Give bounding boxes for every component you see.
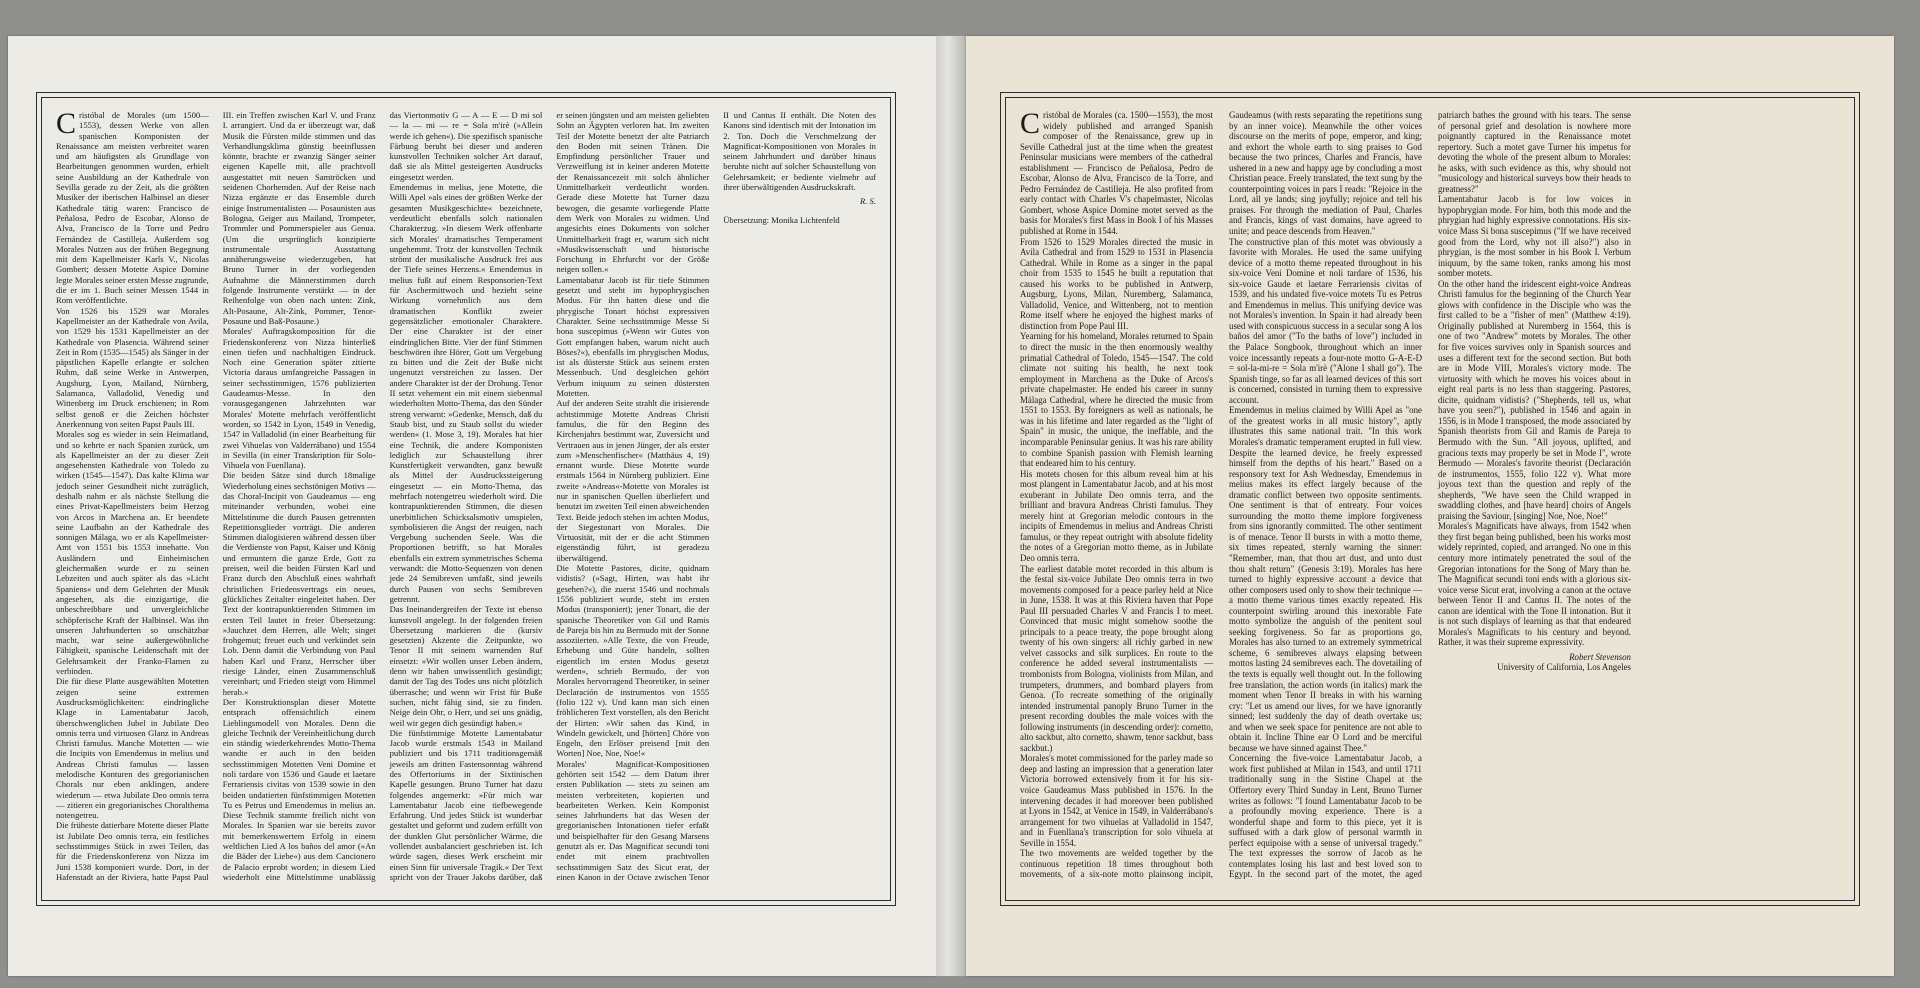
paragraph: Die beiden Sätze sind durch 18malige Wiederholung eines sechstönigen Motivs — das Choral-Incipit von Gaudeamus — eng miteinander verbunden, wobei eine Mittelstimme die durch Pausen getrennten Repetitionsglieder vorträgt. Die anderen Stimmen dialogisieren während dessen über die Verdienste von Papst, Kaiser und König und ermuntern die ganze Erde, Gott zu preisen, weil die beiden Fürsten Karl und Franz durch den Abschluß eines wahrhaft christlichen Friedensvertrags ein neues, glückliches Zeitalter eingeleitet haben. Der Text der kontrapunktierenden Stimmen im ersten Teil lautet in freier Übersetzung: »Jauchzet dem Herren, alle Welt; singet frohgemut; freuet euch und verkündet sein Lob. Denn damit die Verbindung von Paul haben Karl und Franz, Herrscher über riesige Länder, einen Zusammenschluß vereinbart; und Frieden steigt vom Himmel herab.« bbox=[222, 470, 376, 697]
paragraph: Morales sog es wieder in sein Heimatland, und so kehrte er nach Spanien zurück, um als Kapellmeister an der zu dieser Zeit angesehensten Kathedrale von Toledo zu wirken (1545—1547). Das kalte Klima war jedoch seiner Gesundheit nicht zuträglich, deshalb nahm er als nächste Stellung die eines Privat-Kapellmeisters beim Herzog von Arcos in Marchena an. Er beendete seine Laufbahn an der Kathedrale des sonnigen Málaga, wo er als Kapellmeister-Amt von 1551 bis 1553 innehatte. Von Ausländern und Einheimischen gleichermaßen wurde er zu seinen Lebzeiten und auch später als das »Licht Spaniens« und dem Gelehrten der Musik angesehen, als die einzigartige, die unbeschreibbare und unvergleichliche schöpferische Kraft der Halbinsel. Was ihn unseren Jahrhunderten so unschätzbar macht, war seine außergewöhnliche Fähigkeit, spanische Leidenschaft mit der Gelehrsamkeit der Franko-Flamen zu verbinden. bbox=[56, 429, 209, 677]
left-page bbox=[8, 36, 936, 976]
paragraph: The constructive plan of this motet was obviously a favorite with Morales. He used the same unifying device of a motto theme repeated throughout in his six-voice Veni Domine et noli tardare of 1536, his six-voice Gaude et laetare Ferrariensis civitas of 1539, and his undated five-voice motets Tu es Petrus and Emendemus in melius. This unifying device was not Morales's invention. In Spain it had already been used with conspicuous success in a secular song A los baños del amor ("To the baths of love") included in the Palace Songbook, throughout which an inner voice incessantly repeats a four-note motto G-A-E-D = sol-la-mi-re = Sola m'irè ("Alone I shall go"). The Spanish tinge, so far as all learned devices of this sort is concerned, consisted in turning them to expressive account. bbox=[1229, 236, 1422, 405]
translator-credit: Übersetzung: Monika Lichtenfeld bbox=[723, 214, 840, 225]
paragraph: Lamentabatur Jacob is for low voices in hypophrygian mode. For him, both this mode and the phrygian had highly expressive connotations. His six-voice Mass Si bona suscepimus ("If we have received good from the Lord, why not ill also?") also in phrygian, is the most somber in his Book I. Verbum iniquum, by the same token, ranks among his most somber motets. bbox=[1438, 194, 1631, 279]
drop-cap: C bbox=[1020, 107, 1041, 140]
paragraph: Morales's Magnificats have always, from 1542 when they first began being published, been his works most widely reprinted, copied, and arranged. No one in this century more intimately penetrated the soul of the Gregorian intonations for the Song of Mary than he. The Magnificat secundi toni ends with a glorious six-voice verse Sicut erat, involving a canon at the octave between Tenor II and Cantus II. The notes of the canon are identical with the Tone II intonation. But it is not such displays of learning as that that endeared Morales's Magnificats to his century and beyond. Rather, it was their supreme expressivity. bbox=[1438, 521, 1631, 648]
author-signature: Robert Stevenson bbox=[1569, 651, 1631, 662]
paragraph: Morales' Magnificat-Kompositionen gehörten seit 1542 — dem Datum ihrer ersten Publikation — stets zu seinen am meisten verbreiteten, kopierten und bearbeiteten Werken. Kein Komponist seines Jahrhunderts hat das Wesen der gregorianischen Intonationen tiefer erfaßt und beispielhafter für den Gesang Marsens genutzt als er. Das Magnificat secundi toni endet mit einem prachtvollen sechsstimmigen Satz des Sicut erat, der einen Kanon in der Octave zwischen Tenor II und Cantus II enthält. Die Noten des Kanons sind identisch mit der Intonation im 2. Ton. Doch die Verschmelzung der Magnificat-Kompositionen von Morales in seinem Jahrhundert und darüber hinaus beruhte nicht auf solcher Schaustellung von Gelehrsamkeit; er bediente vielmehr auf ihrer überwältigenden Ausdruckskraft. bbox=[556, 110, 876, 882]
paragraph: Die für diese Platte ausgewählten Motetten zeigen seine extremen Ausdrucksmöglichkeiten: eindringliche Klage in Lamentabatur Jacob, überschwenglichen Jubel in Jubilate Deo omnis terra und virtuosen Glanz in Andreas Christi famulus. Manche Motetten — wie die Incipits von Emendemus in melius und Andreas Christi famulus — lassen melodische Konturen des gregorianischen Chorals nur eben anklingen, andere wiederum — etwa Jubilate Deo omnis terra — zitieren ein gregorianisches Choralthema notengetreu. bbox=[56, 676, 209, 821]
paragraph: Die früheste datierbare Motette dieser Platte ist Jubilate Deo omnis terra, ein festliches sechsstimmiges Stück in zwei Teilen, das für die Friedenskonferenz von Nizza im Juni 1538 komponiert wurde. Dort, in der Hafenstadt an der Riviera, hatte Papst Paul III. ein Treffen zwischen Karl V. und Franz I. arrangiert. Und da er überzeugt war, daß Musik die Fürsten milde stimmen und das Verhandlungsklima günstig beeinflussen könnte, brachte er zwanzig Sänger seiner eigenen Kapelle mit, alle prachtvoll ausgestattet mit neuen Samtröcken und seidenen Chorhemden. Auf der Reise nach Nizza ergänzte er das Ensemble durch einige Instrumentalisten — Posaunisten aus Bologna, Geiger aus Mailand, Trompeter, Trommler und Pommerspieler aus Genua. (Um die ursprünglich konzipierte instrumentale Ausstattung annäherungsweise wiederzugeben, hat Bruno Turner in der vorliegenden Aufnahme die Männerstimmen durch folgende Instrumente verstärkt — in der Reihenfolge von oben nach unten: Zink, Alt-Posaune, Alt-Zink, Pommer, Tenor-Posaune und Baß-Posaune.) bbox=[56, 110, 376, 882]
paragraph: Emendemus in melius claimed by Willi Apel as "one of the greatest works in all music history", aptly illustrates this same national trait. "In this work Morales's dramatic temperament erupted in full view. Despite the learned device, he freely expressed himself from the depths of his heart." Based on a responsory text for Ash Wednesday, Emendemus in melius makes its effect largely because of the dramatic conflict between two opposite sentiments. One sentiment is that of entreaty. Four voices surrounding the motto theme implore forgiveness from sins ignorantly committed. The other sentiment is of menace. Tenor II bursts in with a motto theme, six times repeated, sternly warning the sinner: "Remember, man, that thou art dust, and unto dust thou shalt return" (Genesis 3:19). Morales has here turned to highly expressive account a device that other composers used only to show their technique — a motto theme various times exactly repeated. His counterpoint swirling around this inexorable Fate motto symbolize the anguish of the penitent soul seeking forgiveness. So far as proportions go, Morales has also turned to an extremely symmetrical scheme, 6 semibreves always elapsing between mottos lasting 24 semibreves each. The dovetailing of the texts is equally well thought out. In the following free translation, the action words (in italics) mark the moment when Tenor II breaks in with his warning cry: "Let us amend our lives, for we have ignorantly sinned; lest suddenly the day of death overtake us; and when we seek space for penitence are not able to obtain it. Incline Thine ear O Lord and be merciful because we have sinned against Thee." bbox=[1229, 405, 1422, 753]
paragraph: His motets chosen for this album reveal him at his most plangent in Lamentabatur Jacob, and at his most exuberant in Jubilate Deo omnis terra, and the brilliant and bravura Andreas Christi famulus. They merely hint at Gregorian melodic contours in the incipits of Emendemus in melius and Andreas Christi famulus, or they repeat outright with absolute fidelity the notes of a Gregorian motto theme, as in Jubilate Deo omnis terra. bbox=[1020, 468, 1213, 563]
paragraph: Die Motette Pastores, dicite, quidnam vidistis? (»Sagt, Hirten, was habt ihr gesehen?«), die zuerst 1546 und nochmals 1556 publiziert wurde, steht im ersten Modus (transponiert); jener Tonart, die der spanische Theoretiker von Gil und Ramis de Pareja bis hin zu Bermudo mit der Sonne assoziierten. »Alle Texte, die von Freude, Erhebung und Güte handeln, sollten eigentlich im ersten Modus gesetzt werden«, schrieb Bermudo, der von Morales hervorragend Theoretiker, in seiner Declaración de instrumentos von 1555 (folio 122 v). Und kann man sich einen fröhlicheren Text vorstellen, als den Bericht der Hirten: »Wir sahen das Kind, in Windeln gewickelt, und [hörten] Chöre von Engeln, den Erlöser preisend [mit den Worten] Noe, Noe, Noe!« bbox=[556, 563, 710, 759]
paragraph: Cristóbal de Morales (um 1500—1553), dessen Werke von allen spanischen Komponisten der Renaissance am meisten verbreitet waren und am häufigsten als Grundlage von Bearbeitungen genommen wurden, erhielt seine Ausbildung an der Kathedrale von Sevilla gerade zu der Zeit, als die größten Musiker der iberischen Halbinsel an dieser Kathedrale tätig waren: Francisco de Peñalosa, Pedro de Escobar, Alonso de Alva, Francisco de la Torre und Pedro Fernández de Castilleja. Außerdem sog Morales Nutzen aus der frühen Begegnung mit dem Kapellmeister Karls V., Nicolas Gombert; dessen Motette Aspice Domine legte Morales seiner ersten Messe zugrunde, die er im 1. Buch seiner Messen 1544 in Rom veröffentlichte. bbox=[56, 107, 209, 306]
paragraph: Von 1526 bis 1529 war Morales Kapellmeister an der Kathedrale von Avila, von 1529 bis 1531 Kapellmeister an der Kathedrale von Plasencia. Während seiner Zeit in Rom (1535—1545) als Sänger in der päpstlichen Kapelle erlangte er solchen Ruhm, daß seine Werke in Antwerpen, Augsburg, Lyon, Mailand, Nürnberg, Salamanca, Valladolid, Venedig und Wittenberg im Druck erschienen; in Rom selbst genoß er die Zeichen höchster Anerkennung von seiten Papst Pauls III. bbox=[56, 305, 209, 429]
drop-cap: C bbox=[56, 107, 77, 140]
right-page bbox=[966, 36, 1894, 976]
paragraph: Emendemus in melius, jene Motette, die Willi Apel »als eines der größten Werke der gesamten Musikgeschichte« bezeichnete, verdeutlicht ebenfalls solch nationalen Charakterzug. »In diesem Werk offenbarte sich Morales' dramatisches Temperament ungehemmt. Trotz der kunstvollen Technik strömt der musikalische Ausdruck frei aus der Tiefe seines Herzens.« Emendemus in melius fußt auf einem Responsorien-Text für Aschermittwoch und bezieht seine Wirkung vornehmlich aus dem dramatischen Konflikt zweier gegensätzlicher emotionaler Charaktere. Der eine Charakter ist der einer eindringlichen Bitte. Vier der fünf Stimmen beschwören ihre Hörer, Gott um Vergebung zu bitten und die Zeit der Buße nicht ungenutzt verstreichen zu lassen. Der andere Charakter ist der der Drohung. Tenor II setzt vehement ein mit einem siebenmal wiederholten Motto-Thema, das den Sünder streng verwarnt: »Gedenke, Mensch, daß du Staub bist, und zu Staub sollst du wieder werden« (1. Mose 3, 19). Morales hat hier eine Technik, die andere Komponisten lediglich zur Schaustellung ihrer Kunstfertigkeit verwandten, ganz bewußt als Mittel der Ausdruckssteigerung eingesetzt — ein Motto-Thema, das mehrfach notengetreu wiederholt wird. Die kontrapunktierenden Stimmen, die diesen unerbittlichen Schicksalsmotiv umspielen, symbolisieren die Angst der reuigen, nach Vergebung suchenden Seele. Was die Proportionen betrifft, so hat Morales ebenfalls ein extrem symmetrisches Schema verwandt: die Motto-Sequenzen von denen jede 24 Semibreven umfaßt, sind jeweils durch Pausen von sechs Semibreven getrennt. bbox=[389, 182, 543, 604]
paragraph: The two movements are welded together by the continuous repetition 18 times throughout both movements, of a six-note motto plainsong incipit, Gaudeamus (with rests separating the repetitions sung by an inner voice). Meanwhile the other voices discourse on the merits of pope, emperor, and king; and exhort the whole earth to sing praises to God because the two princes, Charles and Francis, have ushered in a new and happy age by concluding a most Christian peace. Freely translated, the text sung by the counterpointing voices in pars I reads: "Rejoice in the Lord, all ye lands; sing joyfully; rejoice and tell his praises. For through the mediation of Paul, Charles and Francis, kings of vast domains, have agreed to unite; and peace descends from Heaven." bbox=[1020, 110, 1422, 880]
paragraph: Morales' Auftragskomposition für die Friedenskonferenz von Nizza hinterließ einen tiefen und nachhaltigen Eindruck. Noch eine Generation später zitierte Victoria daraus umfangreiche Passagen in seiner sechsstimmigen, 1576 publizierten Gaudeamus-Messe. In den vorausgegangenen Jahrzehnten war Morales' Motette mehrfach veröffentlicht worden, so 1542 in Lyon, 1549 in Venedig, 1547 in Valladolid (in einer Bearbeitung für zwei Vihuelas von Valderrábano) und 1554 in Sevilla (in einer Transkription für Solo-Vihuela von Fuenllana). bbox=[222, 326, 376, 471]
author-affiliation: University of California, Los Angeles bbox=[1497, 662, 1631, 673]
paragraph: Lamentabatur Jacob ist für tiefe Stimmen gesetzt und steht im hypophrygischen Modus. Für ihn hatten diese und die phrygische Tonart höchst expressiven Charakter. Seine sechsstimmige Messe Si bona suscepimus (»Wenn wir Gutes von Gott empfangen haben, warum nicht auch Böses?«), ebenfalls im phrygischen Modus, ist als düsterste Stück aus seinem ersten Messenbuch. Und desgleichen gehört Verbum iniquum zu seinen düstersten Motetten. bbox=[556, 274, 710, 399]
paragraph: Concerning the five-voice Lamentabatur Jacob, a work first published at Milan in 1543, and until 1711 traditionally sung in the Sistine Chapel at the Offertory every Third Sunday in Lent, Bruno Turner writes as follows: "I found Lamentabatur Jacob to be a profoundly moving experience. There is a wonderful shape and form to this piece, yet it is suffused with a dark glow of personal warmth in perfect equipoise with a sense of universal tragedy." The text expresses the sorrow of Jacob as he contemplates losing his last and best loved son to Egypt. In the second part of the motet, the aged patriarch bathes the ground with his tears. The sense of personal grief and desolation is nowhere more poignantly captured in the Renaissance motet repertory. Such a motet gave Turner his impetus for devoting the whole of the present album to Morales: he asks, with such evidence as this, why should not "musicology and historical surveys bow their heads to greatness?" bbox=[1229, 110, 1631, 880]
paragraph: Cristóbal de Morales (ca. 1500—1553), the most widely published and arranged Spanish composer of the Renaissance, grew up in Seville Cathedral just at the time when the greatest Peninsular musicians were members of the cathedral establishment — Francisco de Peñalosa, Pedro de Escobar, Alonso de Alva, Francisco de la Torre, and Pedro Fernández de Castilleja. He also profited from early contact with Charles V's chapelmaster, Nicolas Gombert, whose Aspice Domine motet served as the basis for Morales's first Mass in Book I of his Masses published at Rome in 1544. bbox=[1020, 107, 1213, 237]
paragraph: Yearning for his homeland, Morales returned to Spain to direct the music in the then enormously wealthy primatial Cathedral of Toledo, 1545—1547. The cold climate not suiting his health, he next took employment in Marchena as the Duke of Arcos's private chapelmaster. He ended his career in sunny Málaga Cathedral, where he directed the music from 1551 to 1553. By foreigners as well as nationals, he was in his lifetime and later regarded as the "light of Spain" in music, the unique, the ineffable, and the incomparable Peninsular genius. It was his rare ability to combine Spanish passion with Flemish learning that endeared him to his century. bbox=[1020, 331, 1213, 469]
paragraph: Der Konstruktionsplan dieser Motette entsprach offensichtlich einem Lieblingsmodell von Morales. Denn die gleiche Technik der Vereinheitlichung durch ein ständig wiederkehrendes Motto-Thema wandte er auch in den beiden sechsstimmigen Motetten Veni Domine et noli tardare von 1536 und Gaude et laetare Ferrariensis civitas von 1539 sowie in den beiden undatierten fünfstimmigen Motetten Tu es Petrus und Emendemus in melius an. Diese Technik stammte freilich nicht von Morales. In Spanien war sie bereits zuvor mit bemerkenswertem Erfolg in einem weltlichen Lied A los baños del amor (»An die Bäder der Liebe«) aus dem Cancionero de Palacio erprobt worden; in diesem Lied wiederholt eine Mittelstimme unablässig das Viertonmotiv G — A — E — D mi sol — la — mi — re = Sola m'irè (»Allein werde ich gehen«). Die spezifisch spanische Färbung beruht bei dieser und anderen kunstvollen Techniken solcher Art darauf, daß sie als Mittel gesteigerten Ausdrucks eingesetzt werden. bbox=[222, 110, 543, 882]
paragraph: The earliest datable motet recorded in this album is the festal six-voice Jubilate Deo omnis terra in two movements composed for a peace parley held at Nice in June, 1538. It was at this Riviera haven that Pope Paul III persuaded Charles V and Francis I to meet. Convinced that music might somehow soothe the principals to a peace treaty, the pope brought along twenty of his own singers: all richly garbed in new velvet cassocks and silk surplices. En route to the conference he added several instrumentalists — trombonists from Bologna, violinists from Milan, and trumpeters, drummers, and bombard players from Genoa. (To recreate something of the originally intended instrumental panoply Bruno Turner in the present recording doubles the male voices with the following instruments (in descending order): cornetto, alto sackbut, alto cornetto, shawm, tenor sackbut, bass sackbut.) bbox=[1020, 563, 1213, 753]
paragraph: Das Ineinandergreifen der Texte ist ebenso kunstvoll angelegt. In der folgenden freien Übersetzung markieren die (kursiv gesetzten) Akzente die Zeitpunkte, wo Tenor II mit seinem warnenden Ruf einsetzt: »Wir wollen unser Leben ändern, denn wir haben unwissentlich gesündigt; damit der Tag des Todes uns nicht plötzlich überrasche; und wenn wir Frist für Buße suchen, nicht fähig sind, sie zu finden. Neige dein Ohr, o Herr, und sei uns gnädig, weil wir gegen dich gesündigt haben.« bbox=[389, 604, 543, 728]
paragraph: From 1526 to 1529 Morales directed the music in Avila Cathedral and from 1529 to 1531 in Plasencia Cathedral. While in Rome as a singer in the papal choir from 1535 to 1545 he built a reputation that caused his works to be published in Antwerp, Augsburg, Lyons, Milan, Nuremberg, Salamanca, Valladolid, Venice, and Wittenberg, not to mention Rome itself where he enjoyed the highest marks of distinction from Pope Paul III. bbox=[1020, 236, 1213, 331]
paragraph: Auf der anderen Seite strahlt die irisierende achtstimmige Motette Andreas Christi famulus, die für den Beginn des Kirchenjahrs bestimmt war, Zuversicht und Vertrauen aus in jenen Jünger, der als erster zum »Menschenfischer« (Matthäus 4, 19) ernannt wurde. Diese Motette wurde erstmals 1564 in Nürnberg publiziert. Eine zweite »Andreas«-Motette von Morales ist nur in spanischen Quellen überliefert und benutzt im zweiten Teil einen abweichenden Text. Beide jedoch stehen im achten Modus, der Siegestonart von Morales. Die Virtuosität, mit der er die acht Stimmen eigenständig führt, ist geradezu überwältigend. bbox=[556, 398, 710, 563]
left-text-columns bbox=[41, 97, 891, 901]
paragraph: On the other hand the iridescent eight-voice Andreas Christi famulus for the beginning of the Church Year glows with confidence in the Disciple who was the first called to be a "fisher of men" (Matthew 4:19). Originally published at Nuremberg in 1564, this is one of two "Andrew" motets by Morales. The other for five voices survives only in Spanish sources and uses a different text for the second section. But both are in Mode VIII, Morales's victory mode. The virtuosity with which he moves his voices about in eight real parts is no less than staggering. Pastores, dicite, quidnam vidistis? ("Shepherds, tell us, what have you seen?"), published in 1546 and again in 1556, is in Mode I transposed, the mode associated by Spanish theorists from Gil and Ramis de Pareja to Bermudo with the Sun. "All joyous, uplifted, and gracious texts may properly be set in Mode I", wrote Bermudo — Morales's favorite theorist (Declaración de instrumentos, 1555, folio 122 v). What more joyous text than the question and reply of the shepherds, "We have seen the Child wrapped in swaddling clothes, and [have heard] choirs of Angels praising the Saviour, [singing] Noe, Noe, Noe!" bbox=[1438, 278, 1631, 521]
left-text-frame bbox=[36, 92, 896, 906]
author-initials: R. S. bbox=[859, 196, 876, 207]
paragraph: Morales's motet commissioned for the parley made so deep and lasting an impression that a generation later Victoria borrowed extensively from it for his six-voice Gaudeamus Mass published in 1576. In the intervening decades it had moreover been published at Lyons in 1542, at Venice in 1549, in Valderrábano's arrangement for two vihuelas at Valladolid in 1547, and in Fuenllana's transcription for solo vihuela at Seville in 1554. bbox=[1020, 753, 1213, 848]
paragraph: Die fünfstimmige Motette Lamentabatur Jacob wurde erstmals 1543 in Mailand publiziert und bis 1711 traditionsgemäß jeweils am dritten Fastensonntag während des Offertoriums in der Sixtinischen Kapelle gesungen. Bruno Turner hat dazu folgendes angemerkt: »Für mich war Lamentabatur Jacob eine tiefbewegende Erfahrung. Und jedes Stück ist wunderbar gestaltet und geformt und zudem erfüllt von der dunklen Glut persönlicher Wärme, die vollendet ausbalanciert geschrieben ist. Ich würde sagen, dieses Werk erscheint mir einen Sinn für universale Tragik.« Der Text spricht von der Trauer Jakobs darüber, daß er seinen jüngsten und am meisten geliebten Sohn an Ägypten verloren hat. Im zweiten Teil der Motette benetzt der alte Patriarch den Boden mit seinen Tränen. Die Empfindung persönlicher Trauer und Verzweiflung ist in keiner anderen Motette der Renaissancezeit mit solch ähnlicher Unmittelbarkeit verdeutlicht worden. Gerade diese Motette hat Turner dazu bewogen, die gesamte vorliegende Platte dem Werk von Morales zu widmen. Und angesichts eines Dokuments von solcher Unmittelbarkeit fragt er, warum sich nicht »Musikwissenschaft und historische Forschung in Ehrfurcht vor der Größe neigen sollen.« bbox=[389, 110, 710, 882]
right-text-columns bbox=[1005, 97, 1855, 901]
right-text-frame bbox=[1000, 92, 1860, 906]
spine bbox=[936, 36, 966, 976]
